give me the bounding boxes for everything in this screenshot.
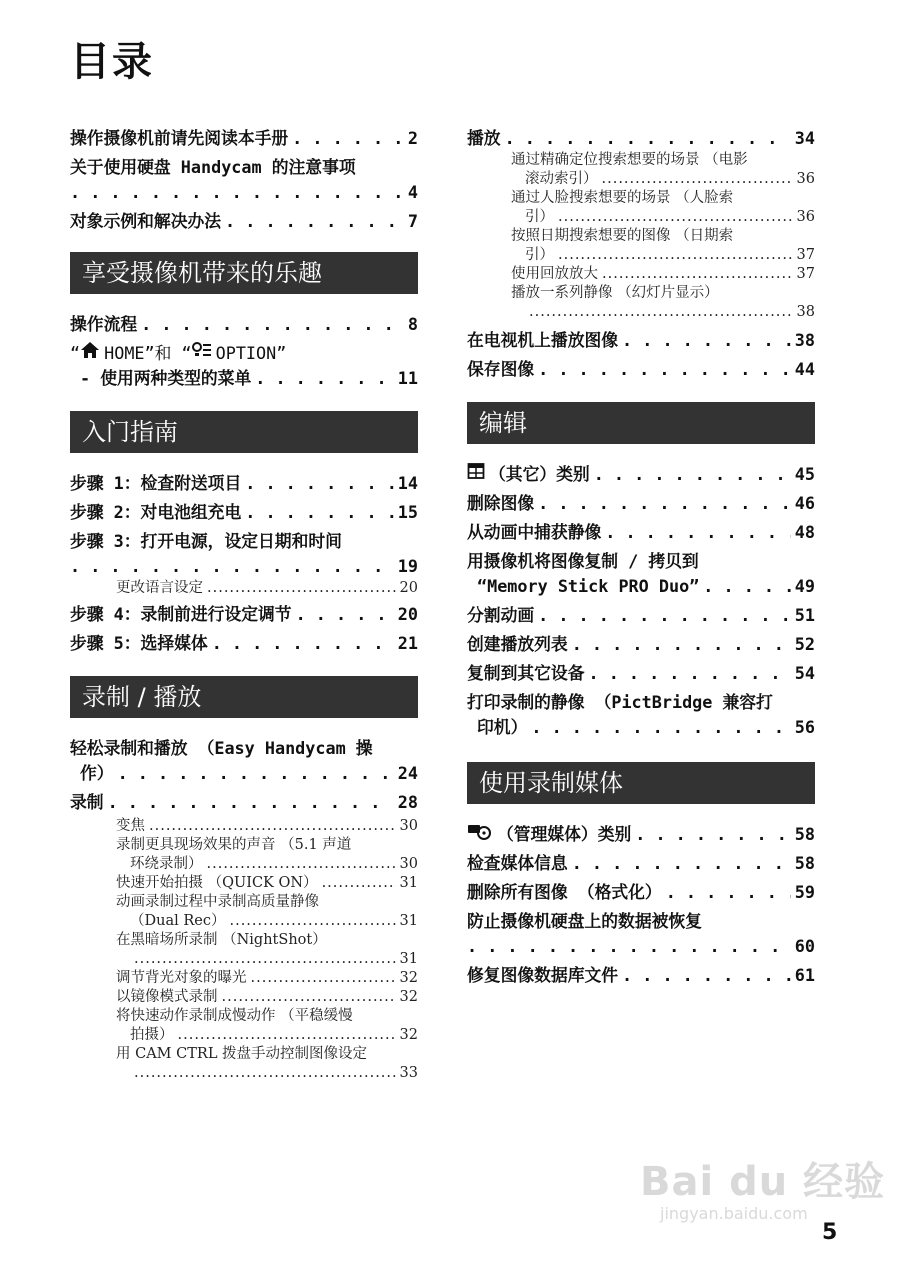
page-ref: 7 bbox=[407, 211, 418, 231]
media-management-icon bbox=[467, 822, 493, 840]
toc-entry[interactable]: 复制到其它设备 . . . 54 bbox=[467, 661, 815, 686]
page-ref: 49 bbox=[794, 576, 815, 596]
toc-entry[interactable]: （管理媒体）类别 . . . 58 bbox=[467, 822, 815, 847]
toc-subentry[interactable]: 通过人脸搜索想要的场景 （人脸索 引） ..... 36 bbox=[511, 189, 815, 227]
toc-entry[interactable]: 用摄像机将图像复制 / 拷贝到 “Memory Stick PRO Duo” . . . 49 bbox=[467, 549, 815, 599]
toc-entry[interactable]: （其它）类别 . . . 45 bbox=[467, 462, 815, 487]
page-ref: 45 bbox=[794, 464, 815, 484]
section-header: 享受摄像机带来的乐趣 bbox=[70, 252, 418, 294]
page-ref: 54 bbox=[794, 663, 815, 683]
page-ref: 38 bbox=[796, 304, 815, 320]
option-icon bbox=[192, 341, 212, 359]
other-category-icon bbox=[467, 462, 485, 480]
toc-entry[interactable]: 步骤 5：选择媒体 . . . 21 bbox=[70, 631, 418, 656]
toc-entry[interactable]: 删除图像 . . . 46 bbox=[467, 491, 815, 516]
page-ref: 61 bbox=[794, 965, 815, 985]
page-number: 5 bbox=[822, 1220, 838, 1245]
toc-left-column bbox=[70, 126, 418, 1087]
section-header: 入门指南 bbox=[70, 411, 418, 453]
toc-entry[interactable]: 检查媒体信息 . . . 58 bbox=[467, 851, 815, 876]
home-icon bbox=[80, 341, 100, 359]
page-ref: 36 bbox=[796, 209, 815, 225]
page-ref: 2 bbox=[407, 128, 418, 148]
toc-subentry[interactable]: 使用回放放大 ..... 37 bbox=[511, 265, 815, 284]
page-ref: 30 bbox=[399, 856, 418, 872]
toc-subentry[interactable]: 更改语言设定 ..... 20 bbox=[70, 579, 418, 598]
toc-entry[interactable]: 步骤 4：录制前进行设定调节 . . . 20 bbox=[70, 602, 418, 627]
baidu-watermark: Bai du 经验 bbox=[640, 1159, 886, 1205]
toc-entry[interactable]: 在电视机上播放图像 . . . 38 bbox=[467, 328, 815, 353]
toc-entry[interactable]: 轻松录制和播放 （Easy Handycam 操 作） . . . 24 bbox=[70, 736, 418, 786]
toc-sublist bbox=[467, 151, 815, 322]
page-ref: 11 bbox=[397, 368, 418, 388]
page-ref: 37 bbox=[796, 266, 815, 282]
toc-entry[interactable]: 打印录制的静像 （PictBridge 兼容打 印机） . . . 56 bbox=[467, 690, 815, 740]
toc-subentry[interactable]: 播放一系列静像 （幻灯片显示） ..... 38 bbox=[511, 284, 815, 322]
page-title: 目录 bbox=[70, 39, 154, 85]
toc-subentry[interactable]: 录制更具现场效果的声音 （5.1 声道 环绕录制） ..... 30 bbox=[116, 836, 418, 874]
page-ref: 32 bbox=[399, 970, 418, 986]
toc-subentry[interactable]: 将快速动作录制成慢动作 （平稳缓慢 拍摄） ..... 32 bbox=[116, 1007, 418, 1045]
toc-entry[interactable]: 对象示例和解决办法 . . . 7 bbox=[70, 209, 418, 234]
page-ref: 4 bbox=[407, 182, 418, 202]
toc-entry[interactable]: 删除所有图像 （格式化） . . . 59 bbox=[467, 880, 815, 905]
toc-entry[interactable]: 防止摄像机硬盘上的数据被恢复 . . . 60 bbox=[467, 909, 815, 959]
page-ref: 32 bbox=[399, 1027, 418, 1043]
toc-entry[interactable]: 步骤 2：对电池组充电 . . . 15 bbox=[70, 500, 418, 525]
page-ref: 15 bbox=[397, 502, 418, 522]
toc-entry[interactable]: 操作流程 . . . 8 bbox=[70, 312, 418, 337]
toc-entry[interactable]: 操作摄像机前请先阅读本手册 . . . 2 bbox=[70, 126, 418, 151]
toc-entry[interactable]: 关于使用硬盘 Handycam 的注意事项 . . . 4 bbox=[70, 155, 418, 205]
page-ref: 31 bbox=[399, 913, 418, 929]
toc-entry[interactable]: 录制 . . . 28 bbox=[70, 790, 418, 815]
page-ref: 8 bbox=[407, 314, 418, 334]
toc-entry[interactable]: 保存图像 . . . 44 bbox=[467, 357, 815, 382]
section-header: 录制 / 播放 bbox=[70, 676, 418, 718]
page-ref: 51 bbox=[794, 605, 815, 625]
page-ref: 31 bbox=[399, 875, 418, 891]
page-ref: 34 bbox=[794, 128, 815, 148]
page-ref: 56 bbox=[794, 717, 815, 737]
toc-entry[interactable]: 步骤 3：打开电源，设定日期和时间 . . . 19 bbox=[70, 529, 418, 579]
toc-entry[interactable]: 修复图像数据库文件 . . . 61 bbox=[467, 963, 815, 988]
page-ref: 19 bbox=[397, 556, 418, 576]
page-ref: 36 bbox=[796, 171, 815, 187]
toc-subentry[interactable]: 按照日期搜索想要的图像 （日期索 引） ..... 37 bbox=[511, 227, 815, 265]
page-ref: 33 bbox=[399, 1065, 418, 1081]
page-ref: 14 bbox=[397, 473, 418, 493]
toc-subentry[interactable]: 快速开始拍摄 （QUICK ON） ..... 31 bbox=[116, 874, 418, 893]
toc-right-column bbox=[467, 126, 815, 992]
section-header: 使用录制媒体 bbox=[467, 762, 815, 804]
toc-entry[interactable]: 分割动画 . . . 51 bbox=[467, 603, 815, 628]
page-ref: 52 bbox=[794, 634, 815, 654]
toc-entry[interactable]: 创建播放列表 . . . 52 bbox=[467, 632, 815, 657]
page-ref: 58 bbox=[794, 824, 815, 844]
toc-entry[interactable]: 从动画中捕获静像 . . . 48 bbox=[467, 520, 815, 545]
toc-subentry[interactable]: 以镜像模式录制 ..... 32 bbox=[116, 988, 418, 1007]
page-ref: 32 bbox=[399, 989, 418, 1005]
toc-subentry[interactable]: 动画录制过程中录制高质量静像 （Dual Rec） ..... 31 bbox=[116, 893, 418, 931]
page-ref: 44 bbox=[794, 359, 815, 379]
page-ref: 48 bbox=[794, 522, 815, 542]
toc-entry[interactable]: 播放 . . . 34 bbox=[467, 126, 815, 151]
toc-sublist bbox=[70, 817, 418, 1083]
toc-subentry[interactable]: 在黑暗场所录制 （NightShot） ..... 31 bbox=[116, 931, 418, 969]
page-ref: 24 bbox=[397, 763, 418, 783]
page-ref: 59 bbox=[794, 882, 815, 902]
page-ref: 31 bbox=[399, 951, 418, 967]
toc-subentry[interactable]: 用 CAM CTRL 拨盘手动控制图像设定 ..... 33 bbox=[116, 1045, 418, 1083]
toc-subentry[interactable]: 通过精确定位搜索想要的场景 （电影 滚动索引） ..... 36 bbox=[511, 151, 815, 189]
toc-entry[interactable]: 步骤 1：检查附送项目 . . . 14 bbox=[70, 471, 418, 496]
watermark-url: jingyan.baidu.com bbox=[660, 1204, 808, 1223]
toc-entry[interactable]: “ HOME ”和 “ OPTION ” - 使用两种类型的菜单 . . . 11 bbox=[70, 341, 418, 391]
page-ref: 37 bbox=[796, 247, 815, 263]
page-ref: 60 bbox=[794, 936, 815, 956]
page-ref: 21 bbox=[397, 633, 418, 653]
section-header: 编辑 bbox=[467, 402, 815, 444]
toc-subentry[interactable]: 调节背光对象的曝光 ..... 32 bbox=[116, 969, 418, 988]
page-ref: 46 bbox=[794, 493, 815, 513]
page-ref: 58 bbox=[794, 853, 815, 873]
page-ref: 30 bbox=[399, 818, 418, 834]
page-ref: 38 bbox=[794, 330, 815, 350]
page-ref: 28 bbox=[397, 792, 418, 812]
page-ref: 20 bbox=[399, 580, 418, 596]
toc-subentry[interactable]: 变焦 ..... 30 bbox=[116, 817, 418, 836]
page-ref: 20 bbox=[397, 604, 418, 624]
